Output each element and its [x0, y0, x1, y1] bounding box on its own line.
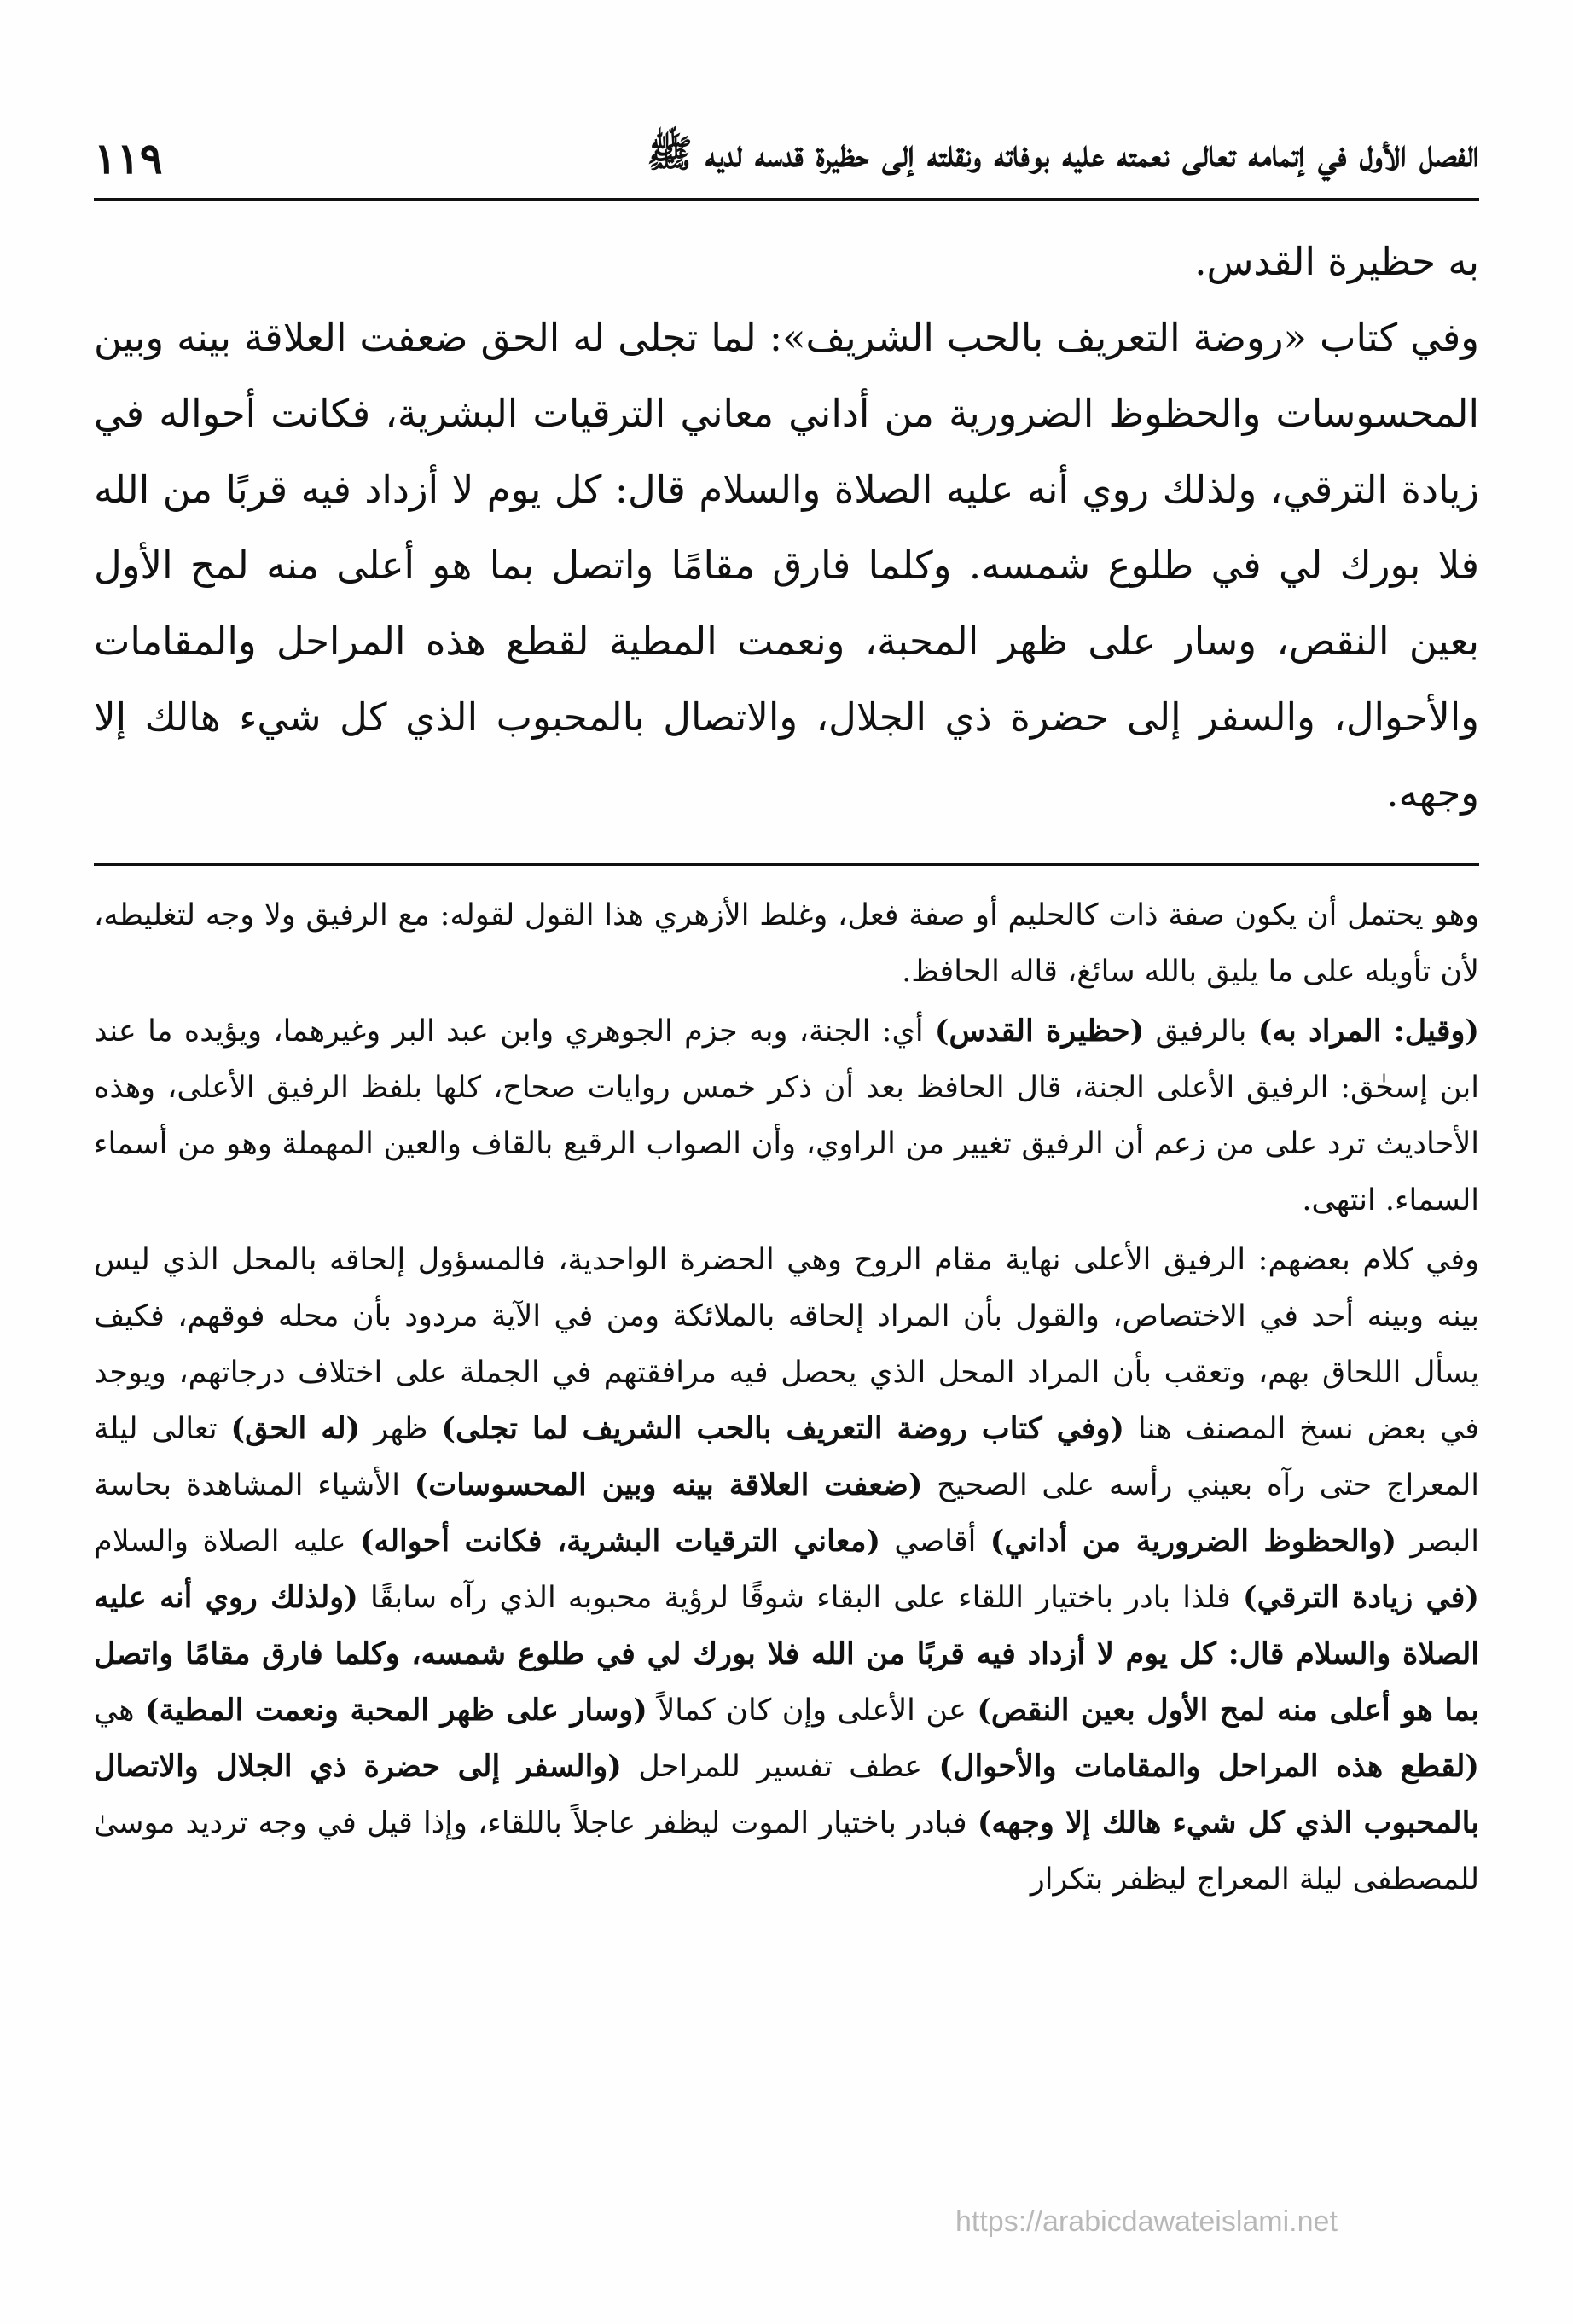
commentary-text-run: فبادر باختيار الموت ليظفر عاجلاً باللقاء، وإذا قيل في وجه ترديد موسىٰ للمصطفى ليلة المعراج ليظفر بتكرار — [94, 1806, 1479, 1897]
quoted-matn: (وسار على ظهر المحبة ونعمت المطية) — [145, 1693, 647, 1728]
commentary-paragraph — [94, 1232, 1479, 1908]
quoted-matn: (ضعفت العلاقة بينه وبين المحسوسات) — [414, 1467, 923, 1502]
commentary-text-run: تعالى ليلة المعراج حتى رآه بعيني رأسه على الصحيح — [94, 1412, 1479, 1502]
quoted-matn: (معاني الترقيات البشرية، فكانت أحواله) — [360, 1524, 880, 1559]
quoted-matn: (في زيادة الترقي) — [1242, 1580, 1479, 1615]
commentary-text-run: عن الأعلى وإن كان كمالاً — [647, 1694, 978, 1728]
quoted-matn: (والسفر إلى حضرة ذي الجلال والاتصال بالمحبوب الذي كل شيء هالك إلا وجهه) — [94, 1749, 1480, 1840]
main-paragraph: وفي كتاب «روضة التعريف بالحب الشريف»: لما تجلى له الحق ضعفت العلاقة بينه وبين المحسوسات والحظوظ الضرورية من أداني معاني الترقيات البشرية، فكانت أحواله في زيادة الترقي، ولذلك روي أنه عليه الصلاة والسلام قال: كل يوم لا أزداد فيه قربًا من الله فلا بورك لي في طلوع شمسه. وكلما فارق مقامًا واتصل بما هو أعلى منه لمح الأول بعين النقص، وسار على ظهر المحبة، ونعمت المطية لقطع هذه المراحل والمقامات والأحوال، والسفر إلى حضرة ذي الجلال، والاتصال بالمحبوب الذي كل شيء هالك إلا وجهه. — [94, 315, 1479, 816]
running-title: الفصل الأول في إتمامه تعالى نعمته عليه بوفاته ونقلته إلى حظيرة قدسه لديه ﷺ — [647, 132, 1479, 176]
header-rule — [94, 198, 1479, 201]
commentary-text-run: أي: الجنة، وبه جزم الجوهري وابن عبد البر وغيرهما، ويؤيده ما عند ابن إسحٰق: الرفيق الأعلى الجنة، قال الحافظ بعد أن ذكر خمس روايات صحاح، كلها بلفظ الرفيق الأعلى، وهذه الأحاديث ترد على من زعم أن الرفيق تغيير من الراوي، وأن الصواب الرقيع بالقاف والعين المهملة وهو من أسماء السماء. انتهى. — [94, 1014, 1479, 1217]
watermark-url: https://arabicdawateislami.net — [955, 2205, 1338, 2238]
quoted-matn: (وقيل: المراد به) — [1257, 1014, 1479, 1049]
quoted-matn: (ولذلك روي أنه عليه الصلاة والسلام قال: كل يوم لا أزداد فيه قربًا من الله فلا بورك لي في طلوع شمسه، وكلما فارق مقامًا واتصل بما هو أعلى منه لمح الأول بعين النقص) — [94, 1580, 1479, 1728]
commentary-text-run: عليه الصلاة والسلام — [94, 1525, 360, 1559]
quoted-matn: (له الحق) — [230, 1411, 361, 1446]
commentary-text-run: هي — [94, 1694, 146, 1728]
commentary-separator — [94, 863, 1479, 866]
commentary-text-run: فلذا بادر باختيار اللقاء على البقاء شوقًا لرؤية محبوبه الذي رآه سابقًا — [357, 1581, 1243, 1615]
commentary-text-run: عطف تفسير للمراحل — [621, 1750, 939, 1784]
main-text — [94, 224, 1479, 859]
commentary-text-run: الأشياء المشاهدة بحاسة البصر — [94, 1468, 1480, 1559]
commentary-text-run: بالرفيق — [1144, 1014, 1258, 1049]
commentary-text-run: ظهر — [360, 1412, 442, 1446]
commentary-text-run: أقاصي — [880, 1525, 990, 1559]
quoted-matn: (والحظوظ الضرورية من أداني) — [990, 1524, 1397, 1559]
quoted-matn: (لقطع هذه المراحل والمقامات والأحوال) — [938, 1749, 1479, 1784]
page-header — [94, 128, 1479, 188]
quoted-matn: (حظيرة القدس) — [934, 1014, 1145, 1049]
commentary-text — [94, 887, 1479, 2252]
commentary-text-run: وفي كلام بعضهم: الرفيق الأعلى نهاية مقام الروح وهي الحضرة الواحدية، فالمسؤول إلحاقه بالمحل الذي ليس بينه وبينه أحد في الاختصاص، والقول بأن المراد إلحاقه بالملائكة ومن في الآية مردود بأن محله فوقهم، فكيف يسأل اللحاق بهم، وتعقب بأن المراد المحل الذي يحصل فيه مرافقتهم في الجملة على اختلاف درجاتهم، ويوجد في بعض نسخ المصنف هنا — [94, 1243, 1479, 1446]
commentary-paragraph — [94, 1003, 1479, 1229]
main-paragraph: به حظيرة القدس. — [1194, 239, 1479, 284]
page-number: ١١٩ — [94, 132, 163, 183]
quoted-matn: (وفي كتاب روضة التعريف بالحب الشريف لما تجلى) — [441, 1411, 1124, 1446]
commentary-paragraph: وهو يحتمل أن يكون صفة ذات كالحليم أو صفة فعل، وغلط الأزهري هذا القول لقوله: مع الرفيق ولا وجه لتغليطه، لأن تأويله على ما يليق بالله سائغ، قاله الحافظ. — [94, 898, 1479, 989]
